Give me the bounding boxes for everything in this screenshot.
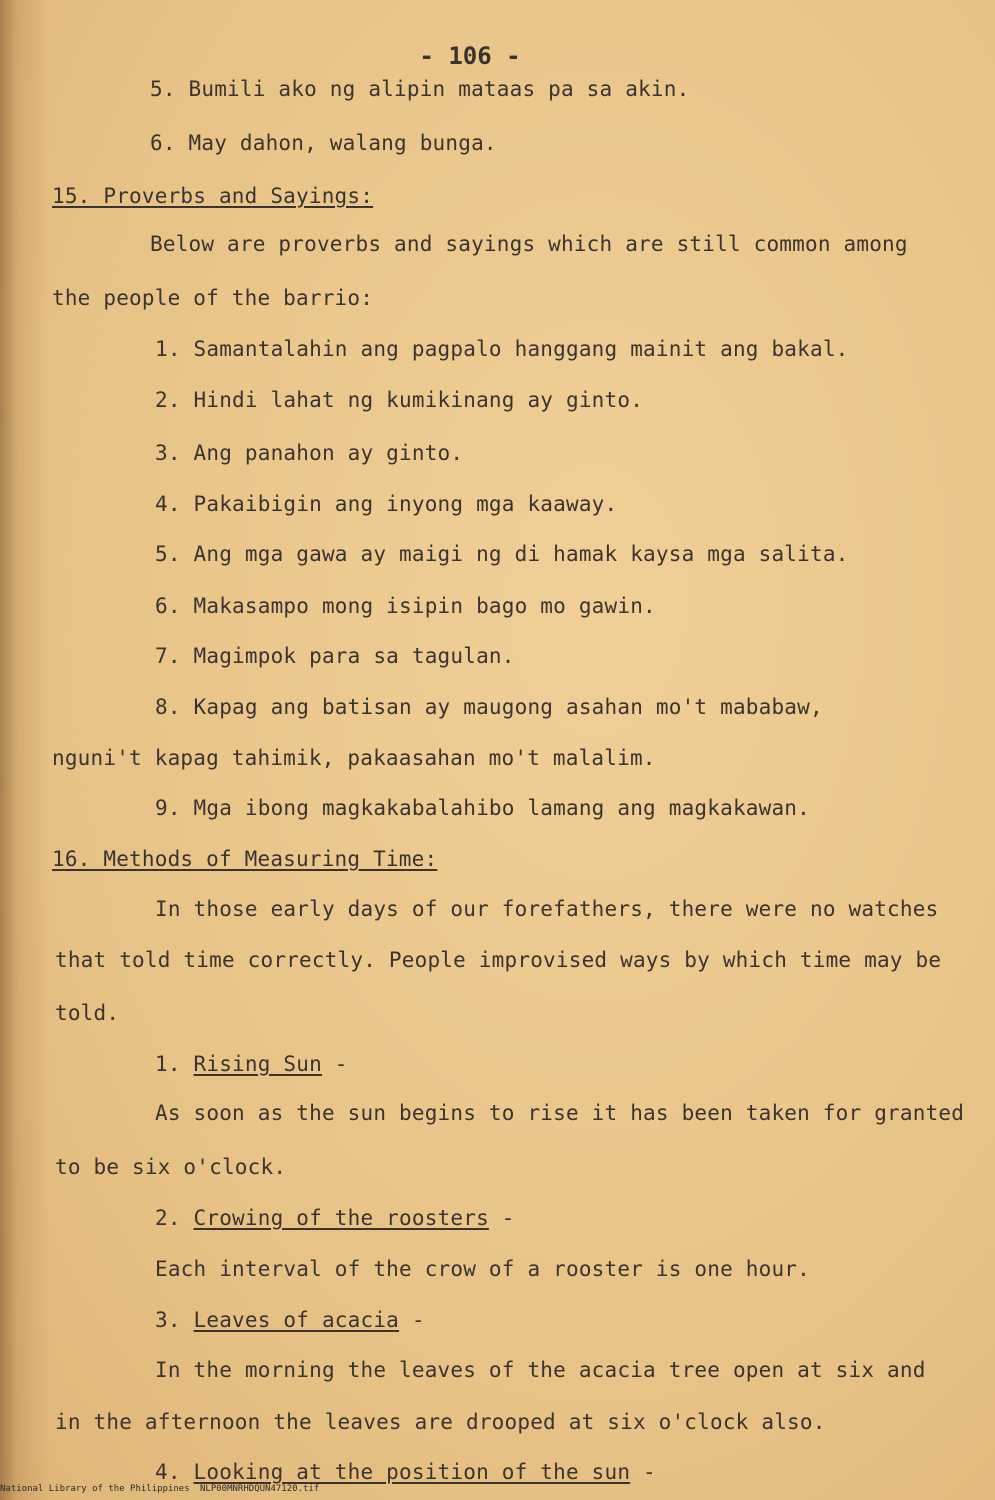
paragraph-line: Below are proverbs and sayings which are still common among (150, 232, 908, 256)
method-number: 4. (155, 1460, 194, 1484)
section-heading-measuring-time: 16. Methods of Measuring Time: (52, 847, 438, 871)
paragraph-line: the people of the barrio: (52, 286, 374, 310)
proverb-item-2: 2. Hindi lahat ng kumikinang ay ginto. (155, 388, 644, 412)
proverb-item-7: 7. Magimpok para sa tagulan. (155, 644, 515, 668)
proverb-item-4: 4. Pakaibigin ang inyong mga kaaway. (155, 492, 618, 516)
method-item-4 (155, 1459, 656, 1485)
method-description: in the afternoon the leaves are drooped at six o'clock also. (55, 1410, 826, 1434)
method-number: 3. (155, 1308, 194, 1332)
method-dash: - (321, 1052, 348, 1076)
method-title: Crowing of the roosters (193, 1206, 489, 1230)
method-dash: - (630, 1460, 656, 1484)
proverb-item-1: 1. Samantalahin ang pagpalo hanggang mainit ang bakal. (155, 337, 849, 361)
riddle-line-6: 6. May dahon, walang bunga. (150, 131, 497, 155)
method-number: 2. (155, 1206, 194, 1230)
proverb-item-9: 9. Mga ibong magkakabalahibo lamang ang magkakawan. (155, 796, 810, 820)
method-dash: - (399, 1308, 425, 1332)
riddle-line-5: 5. Bumili ako ng alipin mataas pa sa akin. (150, 77, 690, 101)
method-title: Looking at the position of the sun (193, 1460, 631, 1484)
paragraph-line: In those early days of our forefathers, there were no watches (155, 897, 939, 921)
method-description: Each interval of the crow of a rooster is one hour. (155, 1257, 810, 1281)
proverb-item-6: 6. Makasampo mong isipin bago mo gawin. (155, 594, 656, 618)
method-title: Rising Sun (193, 1052, 322, 1076)
method-title: Leaves of acacia (193, 1308, 400, 1332)
paragraph-line: that told time correctly. People improvised ways by which time may be (55, 948, 942, 972)
method-number: 1. (155, 1052, 194, 1076)
method-item-1 (155, 1051, 348, 1077)
method-description: to be six o'clock. (55, 1155, 287, 1179)
page-number: - 106 - (419, 42, 521, 70)
method-dash: - (488, 1206, 515, 1230)
method-item-2 (155, 1205, 515, 1231)
method-description: In the morning the leaves of the acacia tree open at six and (155, 1358, 926, 1382)
proverb-item-8: 8. Kapag ang batisan ay maugong asahan mo't mababaw, (155, 695, 823, 719)
proverb-item-5: 5. Ang mga gawa ay maigi ng di hamak kaysa mga salita. (155, 542, 849, 566)
section-heading-proverbs: 15. Proverbs and Sayings: (52, 184, 374, 208)
proverb-item-3: 3. Ang panahon ay ginto. (155, 441, 464, 465)
proverb-item-8-continued: nguni't kapag tahimik, pakaasahan mo't malalim. (52, 746, 656, 770)
paragraph-line: told. (55, 1001, 120, 1025)
footer-library-label: National Library of the Philippines (0, 1484, 190, 1494)
method-description: As soon as the sun begins to rise it has been taken for granted (155, 1101, 965, 1125)
footer-file-name: NLP00MNRHDQUN47120.tif (200, 1484, 320, 1494)
method-item-3 (155, 1307, 425, 1333)
